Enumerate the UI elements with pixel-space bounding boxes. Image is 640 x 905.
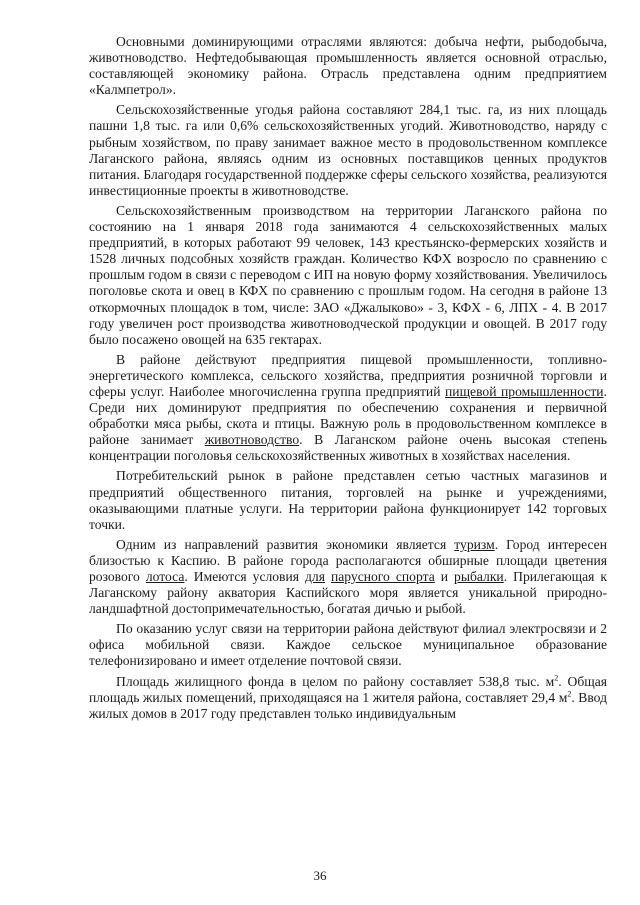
paragraph-text: . Прилегающая к Лаганскому району акватория Каспийского моря является уникальной природно-ландшафтной достопримечательностью, богатая дичью и рыбой. xyxy=(89,569,607,617)
paragraph-consumer-market: Потребительский рынок в районе представлен сетью частных магазинов и предприятий общественного питания, торговлей на рынке и учреждениями, оказывающими платные услуги. На территории района функционирует 142 торговых точки. xyxy=(89,468,607,532)
paragraph-agriculture-land: Сельскохозяйственные угодья района составляют 284,1 тыс. га, из них площадь пашни 1,8 тыс. га или 0,6% сельскохозяйственных угодий. Животноводство, наряду с рыбным хозяйством, по праву занимает важное место в продовольственном комплексе Лаганского района, являясь одним из основных поставщиков ценных продуктов питания. Благодаря государственной поддержке сферы сельского хозяйства, реализуются инвестиционные проекты в животноводстве. xyxy=(89,102,607,198)
link-food-industry[interactable]: пищевой промышленности xyxy=(445,383,604,399)
paragraph-text: . Общая площадь жилых помещений, приходящаяся на 1 жителя района, составляет 29,4 м xyxy=(89,673,607,705)
paragraph-text: Одним из направлений развития экономики является xyxy=(116,536,455,552)
superscript: 2 xyxy=(554,673,559,683)
paragraph-text: и xyxy=(434,569,455,584)
paragraph-text: . Имеются условия xyxy=(184,569,306,584)
link-for[interactable]: для xyxy=(305,569,325,584)
paragraph-communications: По оказанию услуг связи на территории района действуют филиал электросвязи и 2 офиса мобильной связи. Каждое сельское муниципальное образование телефонизировано и имеет отделение почтовой связи. xyxy=(89,621,607,669)
paragraph-agricultural-production: Сельскохозяйственным производством на территории Лаганского района по состоянию на 1 января 2018 года занимаются 4 сельскохозяйственных малых предприятий, в которых работают 99 человек, 143 крестьянско-фермерских хозяйств и 1528 личных подсобных хозяйств граждан. Количество КФХ возросло по сравнению с прошлым годом в связи с переводом с ИП на новую форму хозяйствования. Увеличилось поголовье скота и овец в КФХ по сравнению с прошлым годом. На сегодня в районе 13 откормочных площадок в том, числе: ЗАО «Джалыково» - 3, КФХ - 6, ЛПХ - 4. В 2017 году увеличен рост производства животноводческой продукции и овощей. В 2017 году было посажено овощей на 635 гектарах. xyxy=(89,202,607,347)
paragraph-text: . Среди них доминируют предприятия по обеспечению сохранения и первичной обработки мяса рыбы, скота и птицы. Важную роль в продовольственном комплексе в районе занимает xyxy=(89,383,607,448)
link-sailing[interactable]: парусного спорта xyxy=(330,569,435,584)
paragraph-industries: Основными доминирующими отраслями являются: добыча нефти, рыбодобыча, животноводство. Нефтедобывающая промышленность является основной отраслью, составляющей экономику района. Отрасль представлена одним предприятием «Калмпетрол». xyxy=(89,34,607,98)
paragraph-text: Площадь жилищного фонда в целом по району составляет 538,8 тыс. м xyxy=(116,673,555,689)
paragraph-text: В районе действуют предприятия пищевой промышленности, топливно-энергетического комплекса, сельского хозяйства, предприятия розничной торговли и сферы услуг. Наиболее многочисленна группа предприятий xyxy=(89,351,607,399)
superscript: 2 xyxy=(567,689,572,699)
page-number: 36 xyxy=(313,868,327,883)
link-tourism[interactable]: туризм xyxy=(454,536,495,552)
link-lotus[interactable]: лотоса xyxy=(145,569,185,584)
paragraph-text: . Ввод жилых домов в 2017 году представлен только индивидуальным xyxy=(89,689,608,721)
paragraph-tourism xyxy=(89,537,607,617)
link-fishing[interactable]: рыбалки xyxy=(454,569,504,584)
link-livestock[interactable]: животноводство xyxy=(204,432,300,448)
paragraph-housing xyxy=(89,674,607,722)
body-text xyxy=(89,34,607,726)
paragraph-text: . Город интересен близостью к Каспию. В районе города располагаются обширные площади цветения розового xyxy=(89,536,607,584)
paragraph-enterprises xyxy=(89,352,607,465)
paragraph-text: . В Лаганском районе очень высокая степень концентрации поголовья сельскохозяйственных животных в хозяйствах населения. xyxy=(89,432,607,464)
